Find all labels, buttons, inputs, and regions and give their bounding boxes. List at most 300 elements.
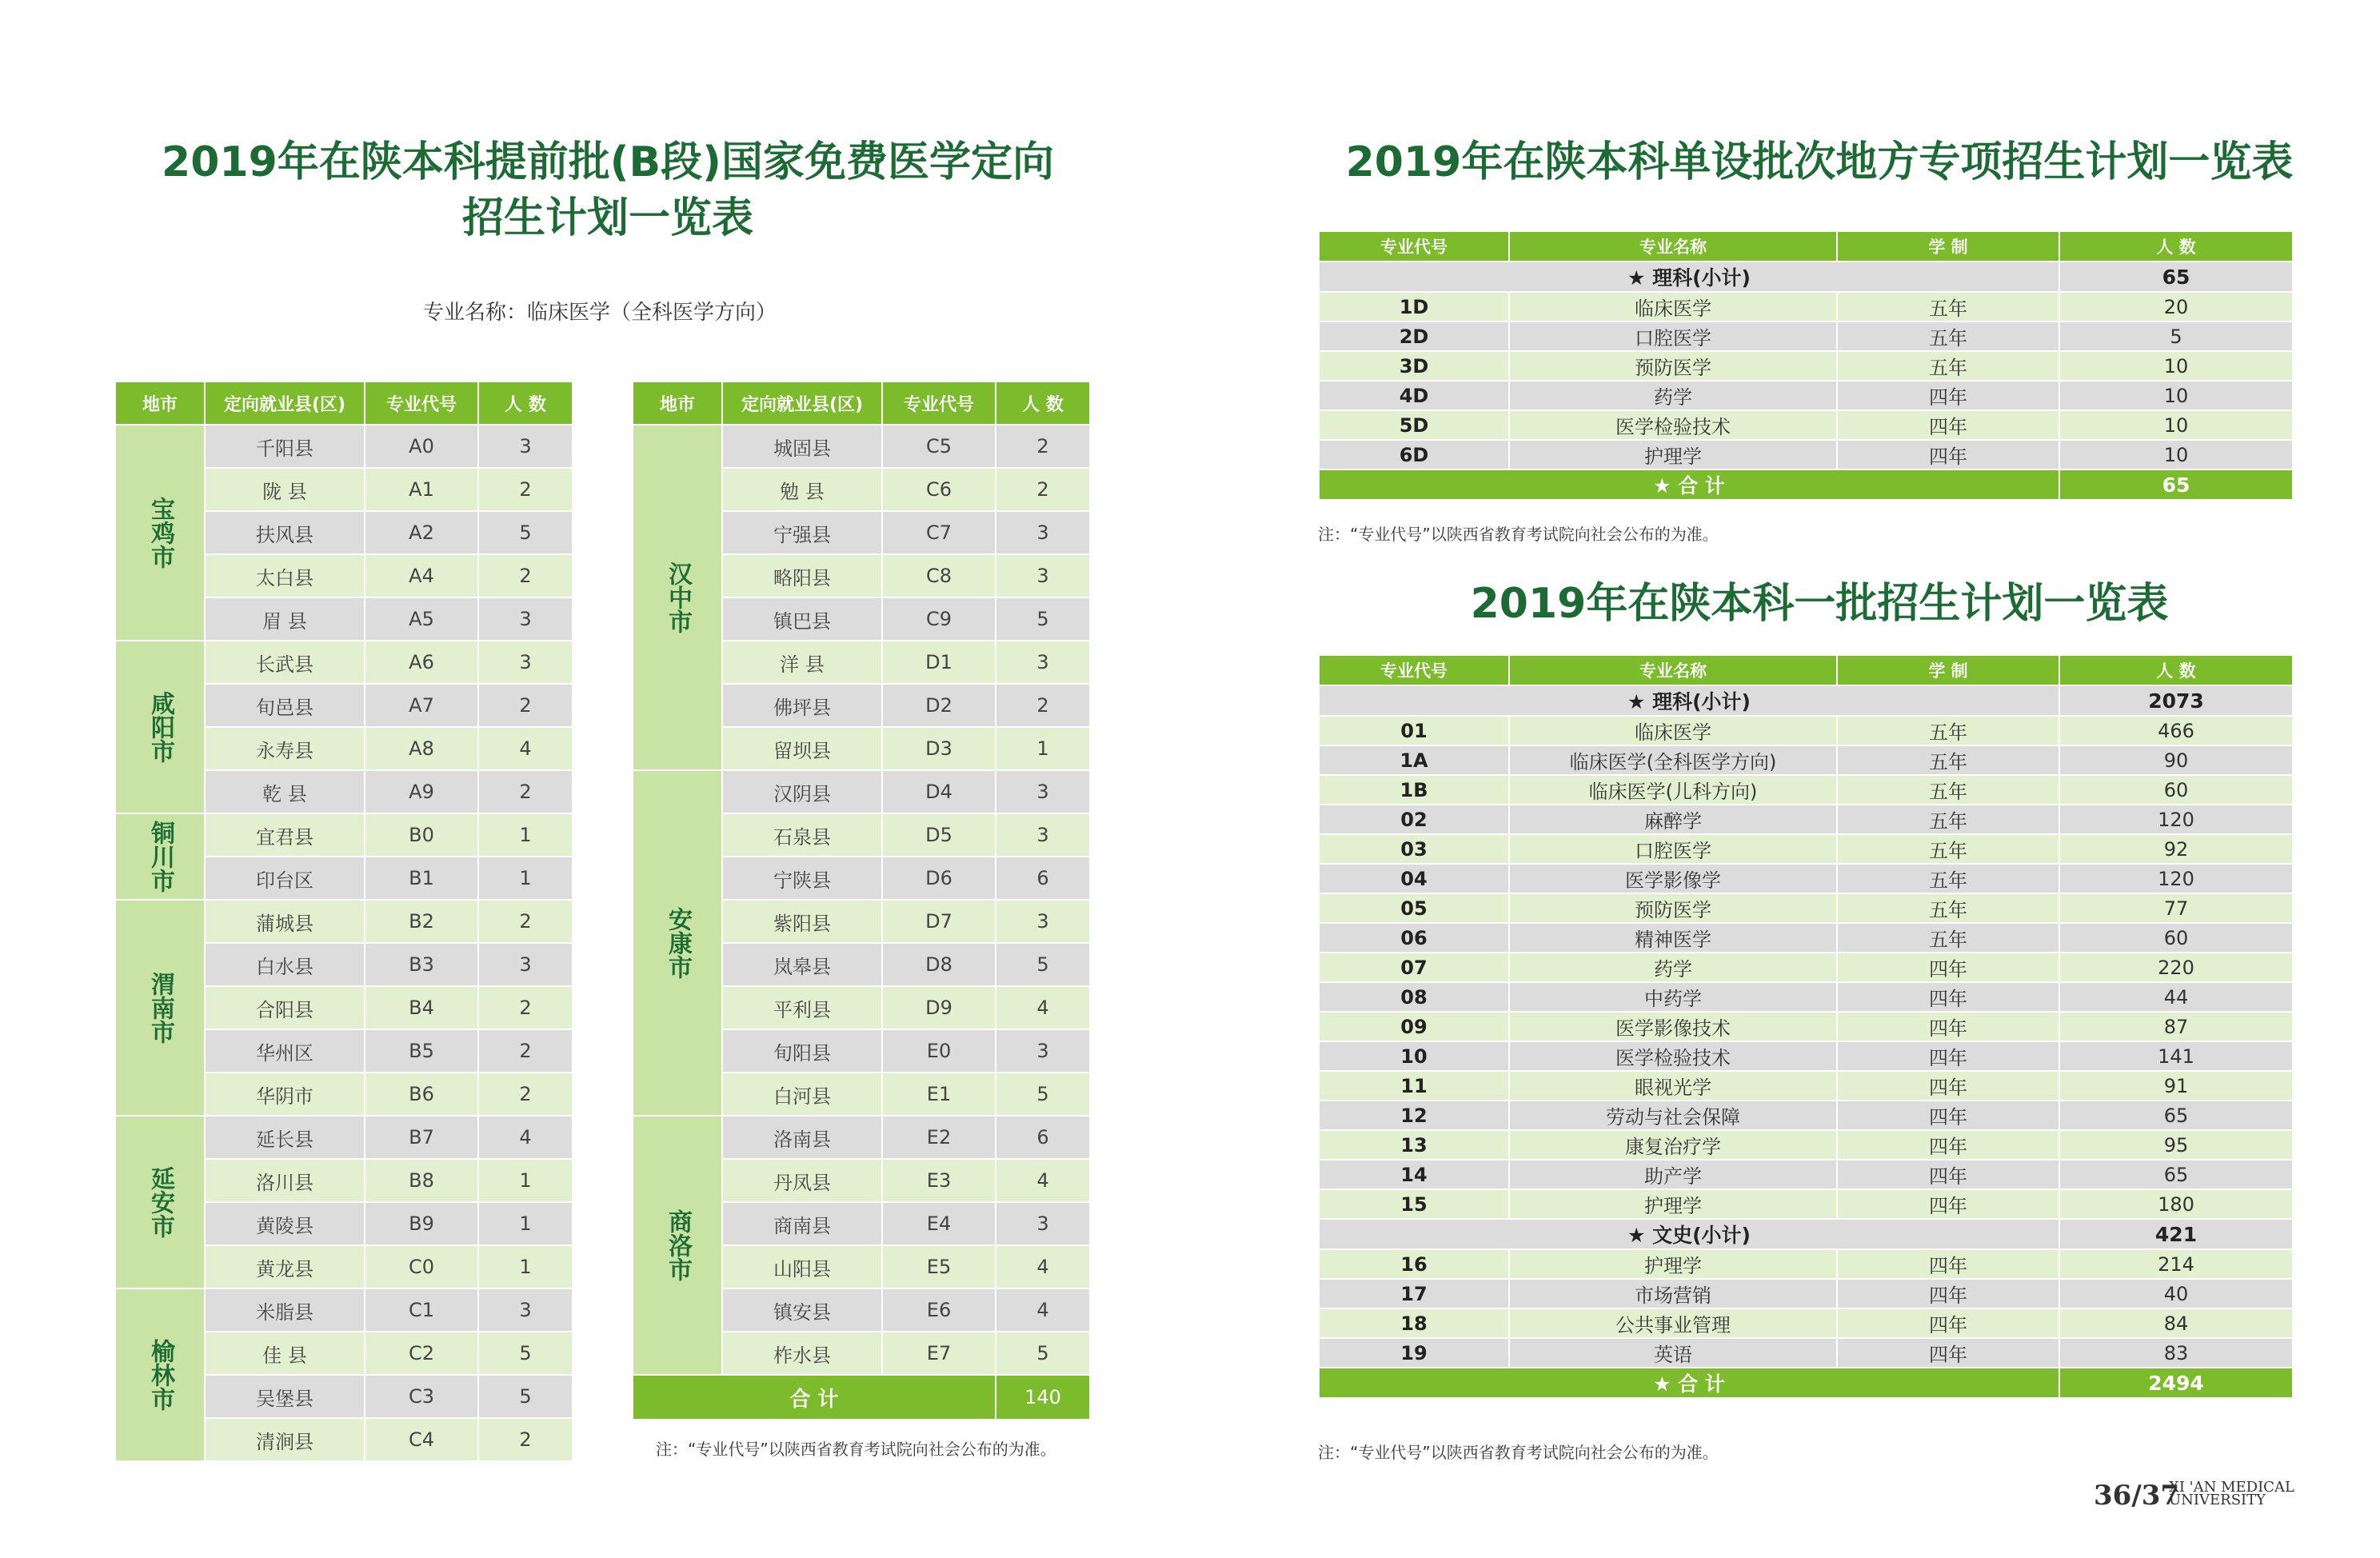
table-row xyxy=(1319,292,2293,322)
county-cell: 岚皋县 xyxy=(722,943,882,986)
row-count: 421 xyxy=(2059,1219,2293,1249)
count-cell: 220 xyxy=(2059,953,2293,982)
county-cell: 白水县 xyxy=(205,943,365,986)
count-cell: 4 xyxy=(996,986,1090,1029)
table-header-row xyxy=(115,382,573,425)
count-cell: 1 xyxy=(478,857,573,900)
count-cell: 4 xyxy=(996,1245,1090,1288)
major-code-cell: 06 xyxy=(1319,923,1509,953)
code-cell: A7 xyxy=(365,684,478,727)
major-name-cell: 康复治疗学 xyxy=(1509,1130,1837,1160)
duration-cell: 四年 xyxy=(1837,410,2059,440)
duration-cell: 五年 xyxy=(1837,745,2059,775)
table-row xyxy=(115,641,573,684)
code-cell: A9 xyxy=(365,770,478,813)
major-code-cell: 19 xyxy=(1319,1338,1509,1368)
duration-cell: 五年 xyxy=(1837,893,2059,923)
duration-cell: 五年 xyxy=(1837,322,2059,351)
county-cell: 合阳县 xyxy=(205,986,365,1029)
county-cell: 商南县 xyxy=(722,1202,882,1245)
subtotal-row xyxy=(1319,262,2293,292)
code-cell: E7 xyxy=(882,1332,996,1375)
column-header: 专业代号 xyxy=(365,382,478,425)
county-cell: 紫阳县 xyxy=(722,900,882,943)
county-cell: 石泉县 xyxy=(722,813,882,857)
county-cell: 平利县 xyxy=(722,986,882,1029)
total-label: 合 计 xyxy=(633,1375,996,1420)
major-name-cell: 英语 xyxy=(1509,1338,1837,1368)
code-cell: D1 xyxy=(882,641,996,684)
table-row xyxy=(1319,745,2293,775)
duration-cell: 五年 xyxy=(1837,834,2059,864)
count-cell: 3 xyxy=(478,597,573,641)
duration-cell: 四年 xyxy=(1837,1041,2059,1071)
county-cell: 略阳县 xyxy=(722,554,882,597)
major-code-cell: 4D xyxy=(1319,381,1509,410)
major-code-cell: 11 xyxy=(1319,1071,1509,1101)
code-cell: B8 xyxy=(365,1159,478,1202)
row-count: 2494 xyxy=(2059,1368,2293,1398)
count-cell: 3 xyxy=(996,554,1090,597)
major-name-cell: 市场营销 xyxy=(1509,1279,1837,1308)
code-cell: A4 xyxy=(365,554,478,597)
column-header: 人 数 xyxy=(2059,231,2293,262)
major-name-cell: 预防医学 xyxy=(1509,351,1837,381)
count-cell: 10 xyxy=(2059,410,2293,440)
subtotal-row xyxy=(1319,685,2293,716)
major-name-cell: 麻醉学 xyxy=(1509,805,1837,834)
code-cell: C4 xyxy=(365,1418,478,1461)
column-header: 地市 xyxy=(115,382,205,425)
count-cell: 60 xyxy=(2059,775,2293,805)
table-row xyxy=(115,1288,573,1332)
total-row xyxy=(633,1375,1090,1420)
count-cell: 1 xyxy=(478,1159,573,1202)
left-footnote: 注：“专业代号”以陕西省教育考试院向社会公布的为准。 xyxy=(656,1440,1056,1459)
row-label: ★ 理科(小计) xyxy=(1319,262,2059,292)
table-row xyxy=(1319,351,2293,381)
count-cell: 6 xyxy=(996,857,1090,900)
row-count: 65 xyxy=(2059,262,2293,292)
duration-cell: 四年 xyxy=(1837,1130,2059,1160)
city-cell: 榆林市 xyxy=(115,1288,205,1461)
column-header: 专业名称 xyxy=(1509,231,1837,262)
count-cell: 65 xyxy=(2059,1160,2293,1189)
code-cell: B1 xyxy=(365,857,478,900)
county-cell: 扶风县 xyxy=(205,511,365,554)
count-cell: 5 xyxy=(478,1332,573,1375)
count-cell: 3 xyxy=(478,943,573,986)
table-row xyxy=(115,813,573,857)
count-cell: 2 xyxy=(478,554,573,597)
count-cell: 4 xyxy=(478,1116,573,1159)
count-cell: 4 xyxy=(996,1288,1090,1332)
count-cell: 3 xyxy=(996,770,1090,813)
special-plan-footnote: 注：“专业代号”以陕西省教育考试院向社会公布的为准。 xyxy=(1318,525,1719,544)
city-cell: 安康市 xyxy=(633,770,722,1116)
major-code-cell: 08 xyxy=(1319,982,1509,1012)
code-cell: D7 xyxy=(882,900,996,943)
code-cell: C3 xyxy=(365,1375,478,1418)
major-code-cell: 14 xyxy=(1319,1160,1509,1189)
duration-cell: 四年 xyxy=(1837,1308,2059,1338)
code-cell: D3 xyxy=(882,727,996,770)
code-cell: E5 xyxy=(882,1245,996,1288)
county-cell: 洛川县 xyxy=(205,1159,365,1202)
count-cell: 180 xyxy=(2059,1189,2293,1219)
count-cell: 92 xyxy=(2059,834,2293,864)
major-name-cell: 中药学 xyxy=(1509,982,1837,1012)
count-cell: 2 xyxy=(478,770,573,813)
code-cell: D6 xyxy=(882,857,996,900)
count-cell: 2 xyxy=(478,1073,573,1116)
count-cell: 10 xyxy=(2059,351,2293,381)
code-cell: A5 xyxy=(365,597,478,641)
code-cell: B9 xyxy=(365,1202,478,1245)
table-row xyxy=(1319,440,2293,469)
county-cell: 印台区 xyxy=(205,857,365,900)
count-cell: 91 xyxy=(2059,1071,2293,1101)
column-header: 专业名称 xyxy=(1509,655,1837,685)
total-value: 140 xyxy=(996,1375,1090,1420)
count-cell: 3 xyxy=(996,511,1090,554)
city-cell: 宝鸡市 xyxy=(115,425,205,641)
county-cell: 华阴市 xyxy=(205,1073,365,1116)
county-cell: 镇安县 xyxy=(722,1288,882,1332)
duration-cell: 四年 xyxy=(1837,1071,2059,1101)
city-cell: 商洛市 xyxy=(633,1116,722,1375)
county-cell: 白河县 xyxy=(722,1073,882,1116)
table-row xyxy=(1319,1279,2293,1308)
duration-cell: 四年 xyxy=(1837,1189,2059,1219)
special-plan-title: 2019年在陕本科单设批次地方专项招生计划一览表 xyxy=(1345,138,2294,186)
duration-cell: 四年 xyxy=(1837,440,2059,469)
code-cell: D9 xyxy=(882,986,996,1029)
column-header: 地市 xyxy=(633,382,722,425)
university-name-line2: UNIVERSITY xyxy=(2169,1492,2266,1508)
table-row xyxy=(1319,982,2293,1012)
total-row xyxy=(1319,1368,2293,1398)
code-cell: B4 xyxy=(365,986,478,1029)
duration-cell: 四年 xyxy=(1837,1279,2059,1308)
count-cell: 2 xyxy=(996,425,1090,468)
count-cell: 5 xyxy=(996,943,1090,986)
county-cell: 太白县 xyxy=(205,554,365,597)
county-cell: 陇 县 xyxy=(205,468,365,511)
code-cell: D4 xyxy=(882,770,996,813)
major-code-cell: 07 xyxy=(1319,953,1509,982)
count-cell: 120 xyxy=(2059,805,2293,834)
column-header: 人 数 xyxy=(478,382,573,425)
count-cell: 2 xyxy=(478,1029,573,1073)
duration-cell: 四年 xyxy=(1837,1160,2059,1189)
major-name-cell: 护理学 xyxy=(1509,1249,1837,1279)
count-cell: 6 xyxy=(996,1116,1090,1159)
duration-cell: 五年 xyxy=(1837,923,2059,953)
major-name-cell: 临床医学(儿科方向) xyxy=(1509,775,1837,805)
column-header: 学 制 xyxy=(1837,231,2059,262)
county-cell: 山阳县 xyxy=(722,1245,882,1288)
university-name xyxy=(2169,1481,2294,1507)
major-code-cell: 10 xyxy=(1319,1041,1509,1071)
code-cell: C8 xyxy=(882,554,996,597)
count-cell: 2 xyxy=(996,468,1090,511)
count-cell: 95 xyxy=(2059,1130,2293,1160)
first-batch-plan-table xyxy=(1318,654,2294,1399)
major-code-cell: 15 xyxy=(1319,1189,1509,1219)
code-cell: B5 xyxy=(365,1029,478,1073)
city-cell: 汉中市 xyxy=(633,425,722,770)
duration-cell: 四年 xyxy=(1837,381,2059,410)
count-cell: 120 xyxy=(2059,864,2293,893)
table-row xyxy=(1319,893,2293,923)
county-cell: 宁陕县 xyxy=(722,857,882,900)
code-cell: C2 xyxy=(365,1332,478,1375)
special-plan-table xyxy=(1318,230,2294,501)
county-cell: 清涧县 xyxy=(205,1418,365,1461)
table-row xyxy=(1319,1101,2293,1130)
duration-cell: 四年 xyxy=(1837,1338,2059,1368)
count-cell: 3 xyxy=(996,813,1090,857)
count-cell: 3 xyxy=(478,641,573,684)
duration-cell: 五年 xyxy=(1837,351,2059,381)
table-row xyxy=(633,425,1090,468)
table-row xyxy=(1319,1338,2293,1368)
row-count: 2073 xyxy=(2059,685,2293,716)
column-header: 人 数 xyxy=(2059,655,2293,685)
count-cell: 20 xyxy=(2059,292,2293,322)
code-cell: A6 xyxy=(365,641,478,684)
duration-cell: 五年 xyxy=(1837,864,2059,893)
duration-cell: 五年 xyxy=(1837,292,2059,322)
count-cell: 3 xyxy=(478,425,573,468)
count-cell: 77 xyxy=(2059,893,2293,923)
major-code-cell: 1D xyxy=(1319,292,1509,322)
major-code-cell: 12 xyxy=(1319,1101,1509,1130)
major-name-cell: 医学影像学 xyxy=(1509,864,1837,893)
major-name-cell: 口腔医学 xyxy=(1509,834,1837,864)
table-row xyxy=(633,1116,1090,1159)
column-header: 定向就业县(区) xyxy=(205,382,365,425)
count-cell: 1 xyxy=(478,1245,573,1288)
county-cell: 洋 县 xyxy=(722,641,882,684)
major-name-cell: 劳动与社会保障 xyxy=(1509,1101,1837,1130)
table-row xyxy=(1319,805,2293,834)
major-name-cell: 医学影像技术 xyxy=(1509,1012,1837,1041)
table-row xyxy=(1319,1130,2293,1160)
major-name-cell: 临床医学(全科医学方向) xyxy=(1509,745,1837,775)
row-label: ★ 文史(小计) xyxy=(1319,1219,2059,1249)
county-cell: 蒲城县 xyxy=(205,900,365,943)
table-row xyxy=(1319,1308,2293,1338)
major-code-cell: 05 xyxy=(1319,893,1509,923)
major-code-cell: 1A xyxy=(1319,745,1509,775)
count-cell: 141 xyxy=(2059,1041,2293,1071)
county-cell: 长武县 xyxy=(205,641,365,684)
city-cell: 铜川市 xyxy=(115,813,205,900)
county-cell: 旬邑县 xyxy=(205,684,365,727)
code-cell: A8 xyxy=(365,727,478,770)
count-cell: 466 xyxy=(2059,716,2293,745)
duration-cell: 五年 xyxy=(1837,805,2059,834)
count-cell: 4 xyxy=(478,727,573,770)
major-code-cell: 02 xyxy=(1319,805,1509,834)
major-name-cell: 医学检验技术 xyxy=(1509,1041,1837,1071)
county-cell: 丹凤县 xyxy=(722,1159,882,1202)
table-row xyxy=(1319,775,2293,805)
code-cell: C9 xyxy=(882,597,996,641)
major-name-cell: 护理学 xyxy=(1509,440,1837,469)
county-cell: 延长县 xyxy=(205,1116,365,1159)
table-row xyxy=(1319,1041,2293,1071)
major-name-cell: 临床医学 xyxy=(1509,292,1837,322)
column-header: 专业代号 xyxy=(1319,231,1509,262)
code-cell: A0 xyxy=(365,425,478,468)
county-cell: 乾 县 xyxy=(205,770,365,813)
major-code-cell: 16 xyxy=(1319,1249,1509,1279)
table-row xyxy=(1319,1012,2293,1041)
count-cell: 2 xyxy=(478,684,573,727)
count-cell: 84 xyxy=(2059,1308,2293,1338)
column-header: 人 数 xyxy=(996,382,1090,425)
major-code-cell: 6D xyxy=(1319,440,1509,469)
table-header-row xyxy=(633,382,1090,425)
county-cell: 永寿县 xyxy=(205,727,365,770)
code-cell: B3 xyxy=(365,943,478,986)
table-row xyxy=(1319,410,2293,440)
directed-plan-table-a xyxy=(114,381,573,1462)
duration-cell: 四年 xyxy=(1837,1101,2059,1130)
duration-cell: 五年 xyxy=(1837,716,2059,745)
table-row xyxy=(1319,1071,2293,1101)
table-row xyxy=(1319,1249,2293,1279)
count-cell: 44 xyxy=(2059,982,2293,1012)
code-cell: E6 xyxy=(882,1288,996,1332)
county-cell: 黄陵县 xyxy=(205,1202,365,1245)
major-name-cell: 药学 xyxy=(1509,953,1837,982)
count-cell: 1 xyxy=(478,1202,573,1245)
city-cell: 渭南市 xyxy=(115,900,205,1116)
count-cell: 4 xyxy=(996,1159,1090,1202)
table-row xyxy=(1319,923,2293,953)
count-cell: 87 xyxy=(2059,1012,2293,1041)
table-row xyxy=(1319,381,2293,410)
count-cell: 5 xyxy=(478,1375,573,1418)
row-label: ★ 合 计 xyxy=(1319,469,2059,500)
page-number: 36/37 xyxy=(2094,1480,2180,1512)
major-name-cell: 医学检验技术 xyxy=(1509,410,1837,440)
county-cell: 洛南县 xyxy=(722,1116,882,1159)
major-name-cell: 护理学 xyxy=(1509,1189,1837,1219)
county-cell: 勉 县 xyxy=(722,468,882,511)
left-page-title xyxy=(96,134,1120,246)
table-row xyxy=(1319,1160,2293,1189)
code-cell: B0 xyxy=(365,813,478,857)
major-name-cell: 临床医学 xyxy=(1509,716,1837,745)
subtotal-row xyxy=(1319,1219,2293,1249)
major-name-cell: 口腔医学 xyxy=(1509,322,1837,351)
county-cell: 宁强县 xyxy=(722,511,882,554)
major-name-cell: 助产学 xyxy=(1509,1160,1837,1189)
column-header: 专业代号 xyxy=(882,382,996,425)
major-code-cell: 17 xyxy=(1319,1279,1509,1308)
left-title-line1: 2019年在陕本科提前批(B段)国家免费医学定向 xyxy=(162,138,1054,186)
table-row xyxy=(1319,864,2293,893)
count-cell: 10 xyxy=(2059,381,2293,410)
major-code-cell: 18 xyxy=(1319,1308,1509,1338)
count-cell: 5 xyxy=(478,511,573,554)
directed-plan-table-b xyxy=(632,381,1091,1420)
count-cell: 65 xyxy=(2059,1101,2293,1130)
university-name-line1: XI 'AN MEDICAL xyxy=(2169,1479,2294,1496)
county-cell: 佛坪县 xyxy=(722,684,882,727)
count-cell: 2 xyxy=(996,684,1090,727)
count-cell: 5 xyxy=(996,1073,1090,1116)
count-cell: 1 xyxy=(478,813,573,857)
count-cell: 3 xyxy=(996,1202,1090,1245)
county-cell: 柞水县 xyxy=(722,1332,882,1375)
count-cell: 5 xyxy=(996,597,1090,641)
column-header: 定向就业县(区) xyxy=(722,382,882,425)
major-code-cell: 01 xyxy=(1319,716,1509,745)
table-row xyxy=(1319,834,2293,864)
county-cell: 华州区 xyxy=(205,1029,365,1073)
county-cell: 黄龙县 xyxy=(205,1245,365,1288)
county-cell: 汉阴县 xyxy=(722,770,882,813)
count-cell: 3 xyxy=(996,641,1090,684)
county-cell: 宜君县 xyxy=(205,813,365,857)
county-cell: 吴堡县 xyxy=(205,1375,365,1418)
major-name-label: 专业名称：临床医学（全科医学方向） xyxy=(422,301,777,325)
row-label: ★ 合 计 xyxy=(1319,1368,2059,1398)
major-code-cell: 09 xyxy=(1319,1012,1509,1041)
city-cell: 咸阳市 xyxy=(115,641,205,813)
count-cell: 2 xyxy=(478,468,573,511)
left-title-line2: 招生计划一览表 xyxy=(461,194,753,242)
duration-cell: 四年 xyxy=(1837,982,2059,1012)
county-cell: 眉 县 xyxy=(205,597,365,641)
count-cell: 2 xyxy=(478,986,573,1029)
table-row xyxy=(115,900,573,943)
county-cell: 镇巴县 xyxy=(722,597,882,641)
table-row xyxy=(633,770,1090,813)
table-row xyxy=(1319,322,2293,351)
count-cell: 3 xyxy=(478,1288,573,1332)
table-row xyxy=(1319,1189,2293,1219)
count-cell: 2 xyxy=(478,900,573,943)
count-cell: 60 xyxy=(2059,923,2293,953)
major-code-cell: 04 xyxy=(1319,864,1509,893)
code-cell: C7 xyxy=(882,511,996,554)
table-header-row xyxy=(1319,655,2293,685)
count-cell: 2 xyxy=(478,1418,573,1461)
major-name-cell: 精神医学 xyxy=(1509,923,1837,953)
county-cell: 千阳县 xyxy=(205,425,365,468)
code-cell: A2 xyxy=(365,511,478,554)
count-cell: 10 xyxy=(2059,440,2293,469)
city-cell: 延安市 xyxy=(115,1116,205,1288)
major-name-cell: 预防医学 xyxy=(1509,893,1837,923)
code-cell: A1 xyxy=(365,468,478,511)
count-cell: 83 xyxy=(2059,1338,2293,1368)
count-cell: 5 xyxy=(996,1332,1090,1375)
duration-cell: 四年 xyxy=(1837,1249,2059,1279)
major-name-cell: 眼视光学 xyxy=(1509,1071,1837,1101)
code-cell: C6 xyxy=(882,468,996,511)
major-code-cell: 3D xyxy=(1319,351,1509,381)
count-cell: 1 xyxy=(996,727,1090,770)
code-cell: E0 xyxy=(882,1029,996,1073)
